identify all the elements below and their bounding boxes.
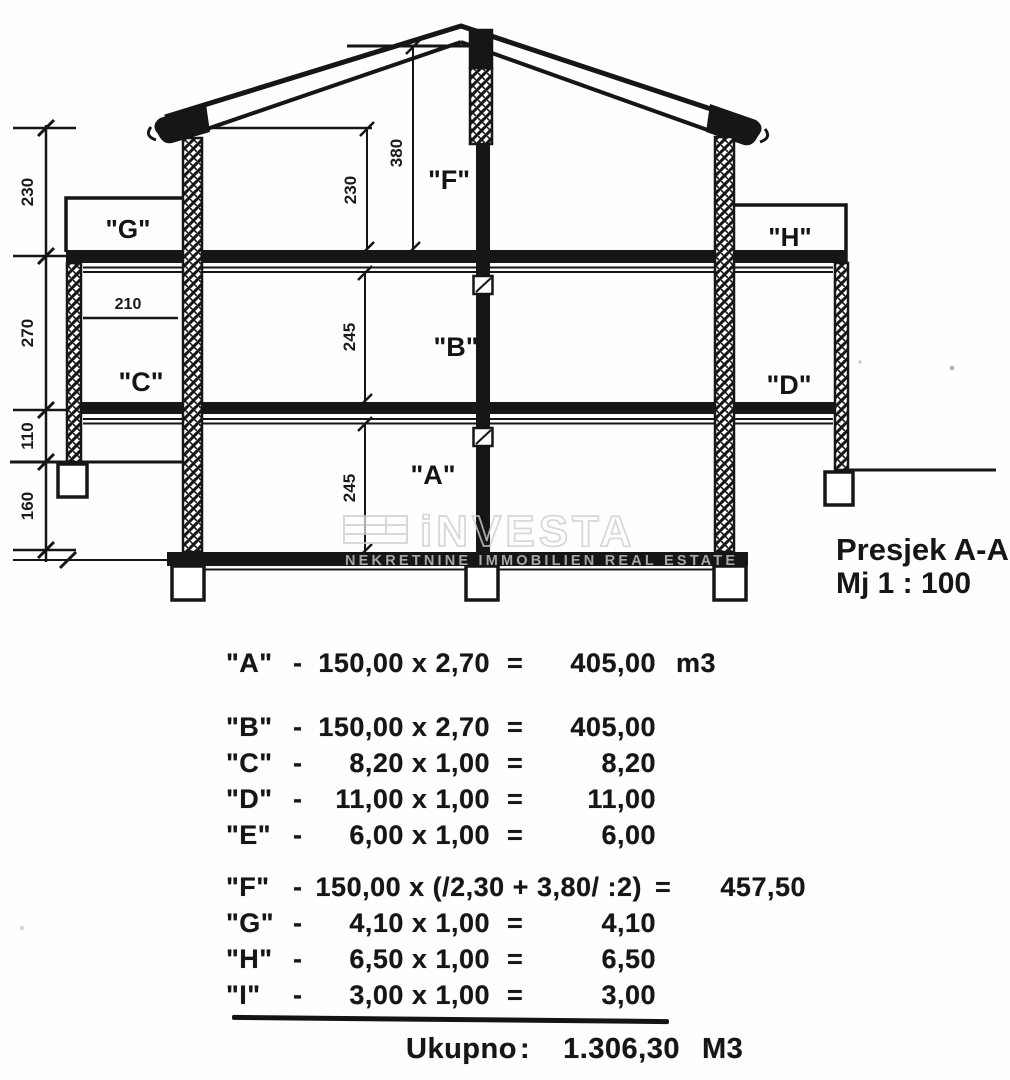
calc-result: 8,20 — [601, 748, 656, 778]
room-label-b: "B" — [433, 332, 479, 362]
calc-result: 457,50 — [720, 872, 806, 902]
calc-row-h — [0, 944, 1010, 978]
calc-dash: - — [293, 944, 303, 974]
calc-result: 3,00 — [601, 980, 656, 1010]
calc-result: 6,00 — [601, 820, 656, 850]
total-colon: : — [520, 1033, 531, 1065]
calc-dash: - — [293, 748, 303, 778]
room-label-d: "D" — [766, 370, 812, 400]
dim-b-height: 245 — [340, 322, 359, 352]
section-title: Presjek A-A — [836, 532, 1009, 567]
calc-label: "F" — [226, 872, 270, 902]
section-scale: Mj 1 : 100 — [836, 567, 972, 600]
calc-row-c — [0, 748, 1010, 782]
calc-row-f — [0, 872, 1010, 906]
calc-label: "E" — [226, 820, 272, 850]
chimney — [470, 68, 492, 144]
calc-equals: = — [507, 908, 524, 938]
dim-left-floor1: 270 — [18, 318, 37, 348]
calc-dash: - — [293, 648, 303, 678]
calc-result: 405,00 — [570, 712, 656, 742]
room-label-g: "G" — [105, 214, 151, 244]
dim-a-height: 245 — [340, 473, 359, 503]
room-label-c: "C" — [118, 367, 164, 397]
watermark-brand: iNVESTA — [420, 507, 636, 556]
calc-result: 11,00 — [587, 784, 656, 814]
dim-c-parapet: 210 — [114, 296, 142, 313]
dim-attic-ridge: 380 — [387, 138, 406, 168]
calc-label: "I" — [226, 980, 261, 1010]
room-label-a: "A" — [410, 460, 456, 490]
calc-expr: 150,00 x (/2,30 + 3,80/ :2) — [315, 872, 642, 902]
walls — [67, 30, 848, 552]
calc-equals: = — [507, 648, 524, 678]
watermark-subtitle: NEKRETNINE IMMOBILIEN REAL ESTATE — [345, 553, 739, 569]
calc-equals: = — [507, 712, 524, 742]
total-value: 1.306,30 — [563, 1033, 680, 1065]
left-dimension-column — [13, 120, 185, 568]
calc-equals: = — [507, 944, 524, 974]
calc-dash: - — [293, 908, 303, 938]
dim-left-foundation: 160 — [18, 491, 37, 521]
calc-row-g — [0, 908, 1010, 942]
calc-dash: - — [293, 712, 303, 742]
calc-expr: 150,00 x 2,70 — [318, 712, 490, 742]
room-label-h: "H" — [768, 222, 812, 252]
calc-equals: = — [507, 784, 524, 814]
dim-attic-knee: 230 — [341, 175, 360, 205]
calc-result: 405,00 — [570, 648, 656, 678]
calc-expr: 11,00 x 1,00 — [335, 784, 490, 814]
calc-equals: = — [507, 748, 524, 778]
calc-row-d — [0, 784, 1010, 818]
calc-expr: 8,20 x 1,00 — [349, 748, 490, 778]
right-outer-wall — [835, 263, 848, 470]
total-unit: M3 — [702, 1033, 744, 1065]
calc-unit: m3 — [676, 648, 717, 678]
room-label-f: "F" — [427, 165, 471, 195]
calc-result: 4,10 — [601, 908, 656, 938]
room-labels — [106, 165, 812, 490]
calc-label: "G" — [226, 908, 275, 938]
dim-left-socle: 110 — [18, 422, 37, 450]
calc-total-row — [0, 1033, 1010, 1069]
calc-expr: 6,00 x 1,00 — [349, 820, 490, 850]
calc-expr: 3,00 x 1,00 — [349, 980, 490, 1010]
calc-row-e — [0, 820, 1010, 854]
calc-label: "H" — [226, 944, 273, 974]
calc-equals: = — [655, 872, 672, 902]
drawing-title-block — [836, 532, 1009, 600]
left-main-wall — [183, 138, 202, 552]
calc-dash: - — [293, 820, 303, 850]
calc-row-a — [0, 648, 1010, 682]
right-main-wall — [715, 137, 734, 552]
calc-expr: 4,10 x 1,00 — [349, 908, 490, 938]
calc-equals: = — [507, 820, 524, 850]
calc-label: "C" — [226, 748, 273, 778]
calc-dash: - — [293, 784, 303, 814]
calc-result: 6,50 — [601, 944, 656, 974]
calc-row-i — [0, 980, 1010, 1014]
calc-row-b — [0, 712, 1010, 746]
watermark — [344, 507, 738, 569]
total-label: Ukupno — [406, 1033, 517, 1065]
calc-label: "D" — [226, 784, 273, 814]
calc-equals: = — [507, 980, 524, 1010]
chimney-cap — [470, 30, 492, 68]
calc-dash: - — [293, 980, 303, 1010]
investa-logo-icon — [344, 516, 407, 543]
calc-label: "B" — [226, 712, 273, 742]
calc-expr: 6,50 x 1,00 — [349, 944, 490, 974]
calc-expr: 150,00 x 2,70 — [318, 648, 490, 678]
calc-dash: - — [293, 872, 303, 902]
calc-label: "A" — [226, 648, 273, 678]
left-outer-wall — [67, 263, 81, 462]
dim-left-attic: 230 — [18, 177, 37, 207]
